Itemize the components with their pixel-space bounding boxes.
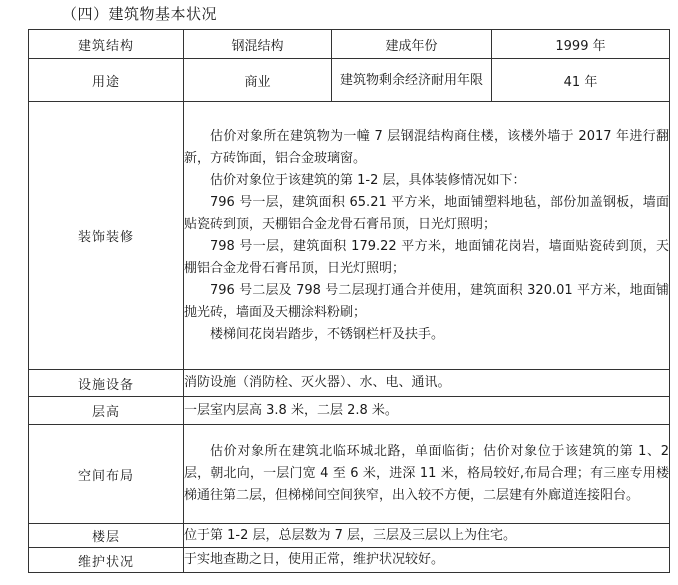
decoration-paragraph: 796 号一层，建筑面积 65.21 平方米，地面铺塑料地毡，部份加盖钢板，墙面贴瓷砖到顶，天棚铝合金龙骨石膏吊顶，日光灯照明； xyxy=(184,194,669,232)
structure-label: 建筑结构 xyxy=(29,30,184,59)
maintenance-text: 于实地查勘之日，使用正常，维护状况较好。 xyxy=(184,552,445,567)
floors-text: 位于第 1-2 层，总层数为 7 层，三层及三层以上为住宅。 xyxy=(184,527,517,543)
floors-value xyxy=(184,524,670,548)
table-row xyxy=(29,548,670,573)
maintenance-label: 维护状况 xyxy=(29,548,184,573)
layout-text: 估价对象所在建筑北临环城北路，单面临街；估价对象位于该建筑的第 1、2 层，朝北向，一层门宽 4 至 6 米，进深 11 米，格局较好,布局合理；有三座专用楼梯通往第二层，但梯梯间空间狭窄，出入较不方便，二层建有外廊道连接阳台。 xyxy=(184,444,669,503)
table-row xyxy=(29,524,670,548)
decoration-paragraph: 楼梯间花岗岩踏步，不锈钢栏杆及扶手。 xyxy=(210,326,445,342)
section-title: （四）建筑物基本状况 xyxy=(62,5,218,23)
usage-value: 商业 xyxy=(184,59,332,102)
decoration-paragraph: 796 号二层及 798 号二层现打通合并使用，建筑面积 320.01 平方米，地面铺抛光砖，墙面及天棚涂料粉刷； xyxy=(184,282,669,320)
decoration-paragraph: 估价对象位于该建筑的第 1-2 层，具体装修情况如下： xyxy=(210,172,526,188)
table-row xyxy=(29,425,670,524)
facilities-label: 设施设备 xyxy=(29,370,184,397)
table-row xyxy=(29,102,670,370)
remaining-life-value: 41 年 xyxy=(492,59,670,102)
layout-value xyxy=(184,425,670,524)
table-row xyxy=(29,30,670,59)
facilities-value xyxy=(184,370,670,397)
decoration-paragraph: 估价对象所在建筑物为一幢 7 层钢混结构商住楼，该楼外墙于 2017 年进行翻新，方砖饰面，铝合金玻璃窗。 xyxy=(184,128,669,166)
table-row xyxy=(29,397,670,425)
maintenance-value xyxy=(184,548,670,573)
floors-label: 楼层 xyxy=(29,524,184,548)
building-info-table xyxy=(28,29,670,573)
floor-height-text: 一层室内层高 3.8 米，二层 2.8 米。 xyxy=(184,402,398,418)
floor-height-value xyxy=(184,397,670,425)
remaining-life-label: 建筑物剩余经济耐用年限 xyxy=(332,59,492,102)
decoration-content xyxy=(184,102,670,370)
layout-label: 空间布局 xyxy=(29,425,184,524)
table-row xyxy=(29,370,670,397)
decoration-label: 装饰装修 xyxy=(29,102,184,370)
build-year-label: 建成年份 xyxy=(332,30,492,59)
build-year-value: 1999 年 xyxy=(492,30,670,59)
facilities-text: 消防设施（消防栓、灭火器）、水、电、通讯。 xyxy=(184,375,451,390)
table-row xyxy=(29,59,670,102)
usage-label: 用途 xyxy=(29,59,184,102)
structure-value: 钢混结构 xyxy=(184,30,332,59)
decoration-paragraph: 798 号一层，建筑面积 179.22 平方米，地面铺花岗岩，墙面贴瓷砖到顶，天棚铝合金龙骨石膏吊顶，日光灯照明； xyxy=(184,238,669,276)
floor-height-label: 层高 xyxy=(29,397,184,425)
